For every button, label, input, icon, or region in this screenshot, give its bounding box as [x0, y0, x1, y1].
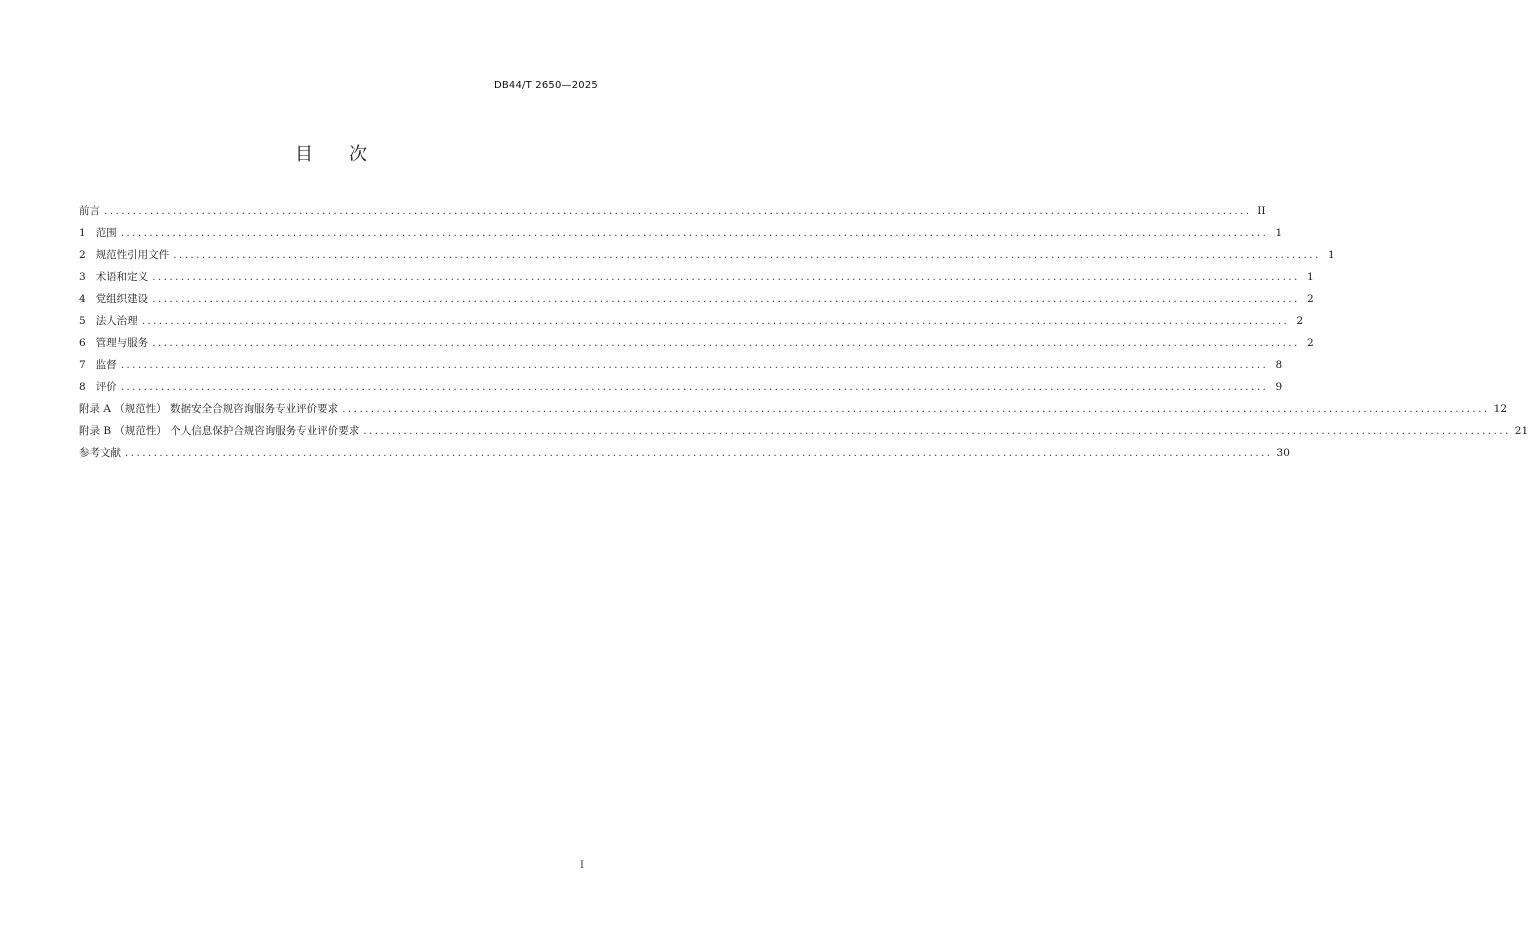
toc-entry-foreword[interactable]	[79, 200, 1266, 222]
toc-entry-annex-a[interactable]	[79, 398, 1508, 420]
toc-leader: ........................................................................................................................................................................................................	[120, 227, 1269, 239]
toc-entry-label: 附录 B （规范性） 个人信息保护合规咨询服务专业评价要求	[79, 425, 360, 437]
page-number: I	[580, 860, 584, 871]
toc-entry-label: 术语和定义	[95, 271, 149, 283]
toc-entry-governance[interactable]	[79, 310, 1304, 332]
toc-entry-normative-references[interactable]	[79, 244, 1335, 266]
toc-leader: ........................................................................................................................................................................................................	[104, 205, 1252, 217]
toc-entry-label: 评价	[95, 381, 117, 393]
toc-entry-page: 9	[1275, 381, 1283, 393]
toc-entry-page: 12	[1493, 403, 1508, 415]
toc-entry-bibliography[interactable]	[79, 442, 1290, 464]
toc-entry-scope[interactable]	[79, 222, 1283, 244]
toc-entry-label: 前言	[79, 205, 100, 217]
toc-entry-page: 1	[1275, 227, 1283, 239]
toc-entry-page: 21	[1514, 425, 1528, 437]
toc-entry-page: 2	[1307, 293, 1314, 305]
toc-entry-number: 8	[79, 381, 86, 393]
toc-entry-number: 7	[79, 359, 86, 371]
toc-entry-page: 1	[1328, 249, 1335, 261]
toc-entry-label: 参考文献	[79, 447, 121, 459]
toc-entry-number: 2	[79, 249, 86, 261]
toc-leader: ........................................................................................................................................................................................................	[120, 359, 1269, 371]
toc-entry-management-service[interactable]	[79, 332, 1314, 354]
toc-entry-page: 2	[1296, 315, 1304, 327]
toc-entry-annex-b[interactable]	[79, 420, 1528, 442]
toc-title	[0, 140, 662, 166]
toc-leader: ........................................................................................................................................................................................................	[141, 315, 1290, 327]
toc-leader: ........................................................................................................................................................................................................	[152, 337, 1300, 349]
toc-entry-number: 5	[79, 315, 86, 327]
toc-entry-page: 2	[1307, 337, 1314, 349]
document-code: DB44/T 2650—2025	[493, 80, 598, 91]
toc-entry-number: 6	[79, 337, 86, 349]
toc-entry-number: 1	[79, 227, 86, 239]
toc-list	[79, 200, 1528, 464]
toc-leader: ........................................................................................................................................................................................................	[173, 249, 1321, 261]
toc-leader: ........................................................................................................................................................................................................	[152, 271, 1300, 283]
toc-entry-label: 附录 A （规范性） 数据安全合规咨询服务专业评价要求	[79, 403, 339, 415]
toc-entry-terms[interactable]	[79, 266, 1314, 288]
toc-entry-page: 30	[1276, 447, 1290, 459]
toc-entry-label: 范围	[95, 227, 117, 239]
toc-entry-page: 8	[1275, 359, 1283, 371]
toc-entry-label: 法人治理	[95, 315, 138, 327]
toc-entry-label: 监督	[95, 359, 117, 371]
toc-leader: ........................................................................................................................................................................................................	[125, 447, 1273, 459]
toc-entry-number: 4	[79, 293, 86, 305]
toc-leader: ........................................................................................................................................................................................................	[363, 425, 1511, 437]
toc-title-char-1: 目	[295, 144, 313, 165]
toc-entry-supervision[interactable]	[79, 354, 1283, 376]
toc-title-char-2: 次	[349, 144, 367, 165]
toc-leader: ........................................................................................................................................................................................................	[120, 381, 1269, 393]
toc-entry-label: 规范性引用文件	[95, 249, 170, 261]
toc-entry-page: II	[1257, 205, 1266, 217]
toc-entry-label: 管理与服务	[95, 337, 149, 349]
toc-entry-label: 党组织建设	[95, 293, 149, 305]
toc-entry-party-building[interactable]	[79, 288, 1314, 310]
toc-leader: ........................................................................................................................................................................................................	[342, 403, 1490, 415]
toc-entry-evaluation[interactable]	[79, 376, 1283, 398]
toc-entry-number: 3	[79, 271, 86, 283]
toc-leader: ........................................................................................................................................................................................................	[152, 293, 1300, 305]
toc-entry-page: 1	[1307, 271, 1314, 283]
